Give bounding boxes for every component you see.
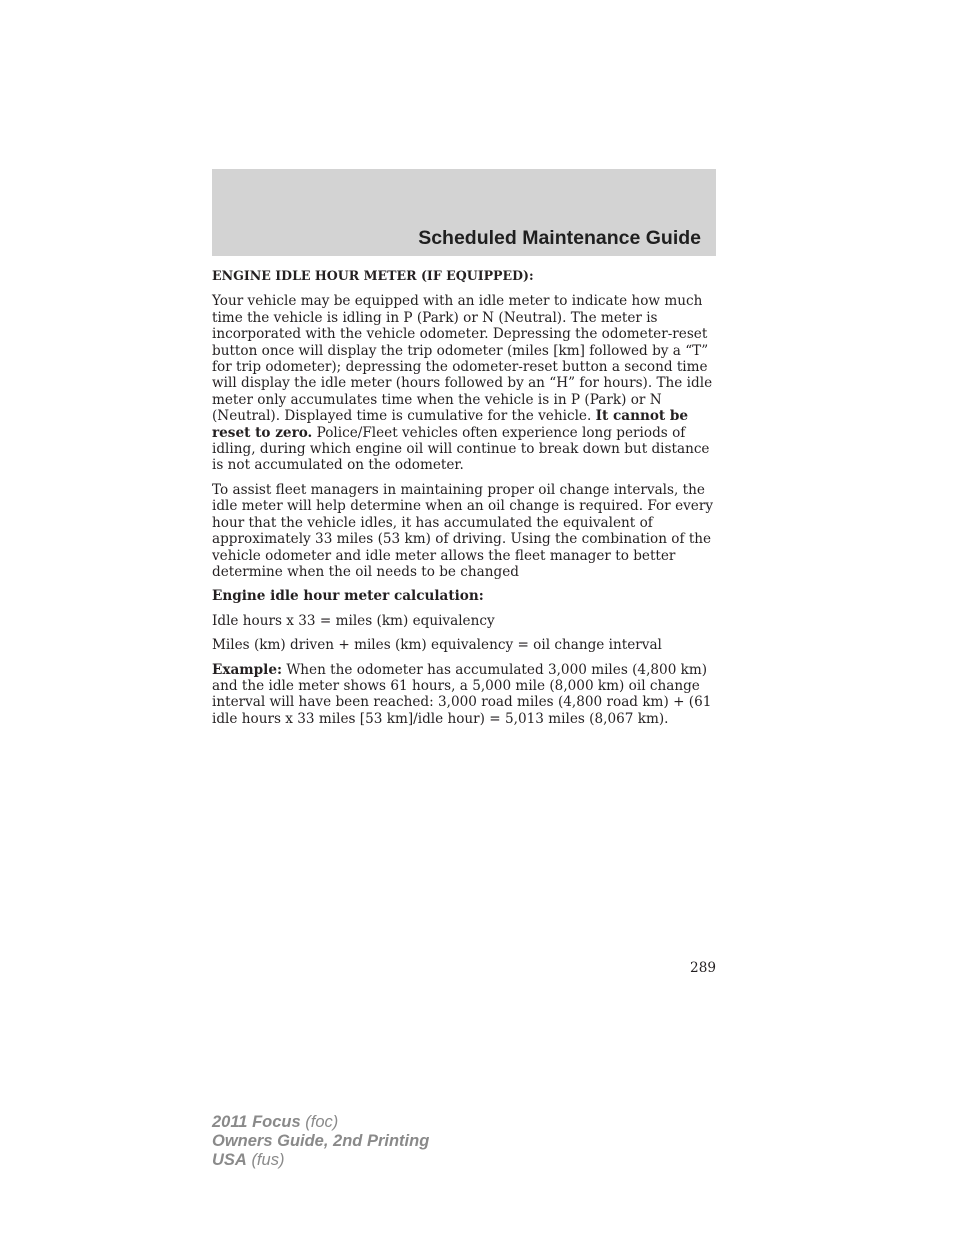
- paragraph-idle-meter: [212, 293, 718, 473]
- footer-line-model: 2011 Focus (foc): [212, 1113, 339, 1131]
- page-number: 289: [690, 960, 716, 976]
- paragraph-text: Police/Fleet vehicles often experience long periods of idling, during which engine oil will continue to break down but distance is not accumulated on the odometer.: [212, 424, 710, 474]
- paragraph-example: [212, 662, 718, 728]
- calc-heading: Engine idle hour meter calculation:: [212, 588, 484, 605]
- paragraph-text: Your vehicle may be equipped with an idle meter to indicate how much time the vehicle is idling in P (Park) or N (Neutral). The meter is incorporated with the vehicle odometer. Depressing the odometer-reset button once will display the trip odometer (miles [km] followed by a “T” for trip odometer); depressing the odometer-reset button a second time will display the idle meter (hours followed by an “H” for hours). The idle meter only accumulates time when the vehicle is in P (Park) or N (Neutral). Displayed time is cumulative for the vehicle.: [212, 293, 713, 425]
- example-label: Example:: [212, 661, 282, 678]
- footer-line-market: USA (fus): [212, 1151, 285, 1169]
- section-header-band: [212, 169, 716, 256]
- example-text: When the odometer has accumulated 3,000 miles (4,800 km) and the idle meter shows 61 hours, a 5,000 mile (8,000 km) oil change interval will have been reached: 3,000 road miles (4,800 road km) + (61 idle hours x 33 miles [53 km]/idle hour) = 5,013 miles (8,067 km).: [212, 661, 712, 727]
- section-title: Scheduled Maintenance Guide: [418, 227, 701, 249]
- document-footer: [212, 1113, 429, 1170]
- formula-equivalency: Idle hours x 33 = miles (km) equivalency: [212, 612, 495, 629]
- formula-interval: Miles (km) driven + miles (km) equivalency = oil change interval: [212, 637, 662, 654]
- paragraph-fleet: To assist fleet managers in maintaining proper oil change intervals, the idle meter will help determine when an oil change is required. For every hour that the vehicle idles, it has accumulated the equivalent of approximately 33 miles (53 km) of driving. Using the combination of the vehicle odometer and idle meter allows the fleet manager to better determine when the oil needs to be changed: [212, 481, 714, 580]
- page-content: [212, 268, 718, 735]
- bold-warning: It cannot be reset to zero.: [212, 408, 689, 441]
- section-heading: ENGINE IDLE HOUR METER (IF EQUIPPED):: [212, 268, 534, 283]
- footer-line-edition: Owners Guide, 2nd Printing: [212, 1132, 430, 1150]
